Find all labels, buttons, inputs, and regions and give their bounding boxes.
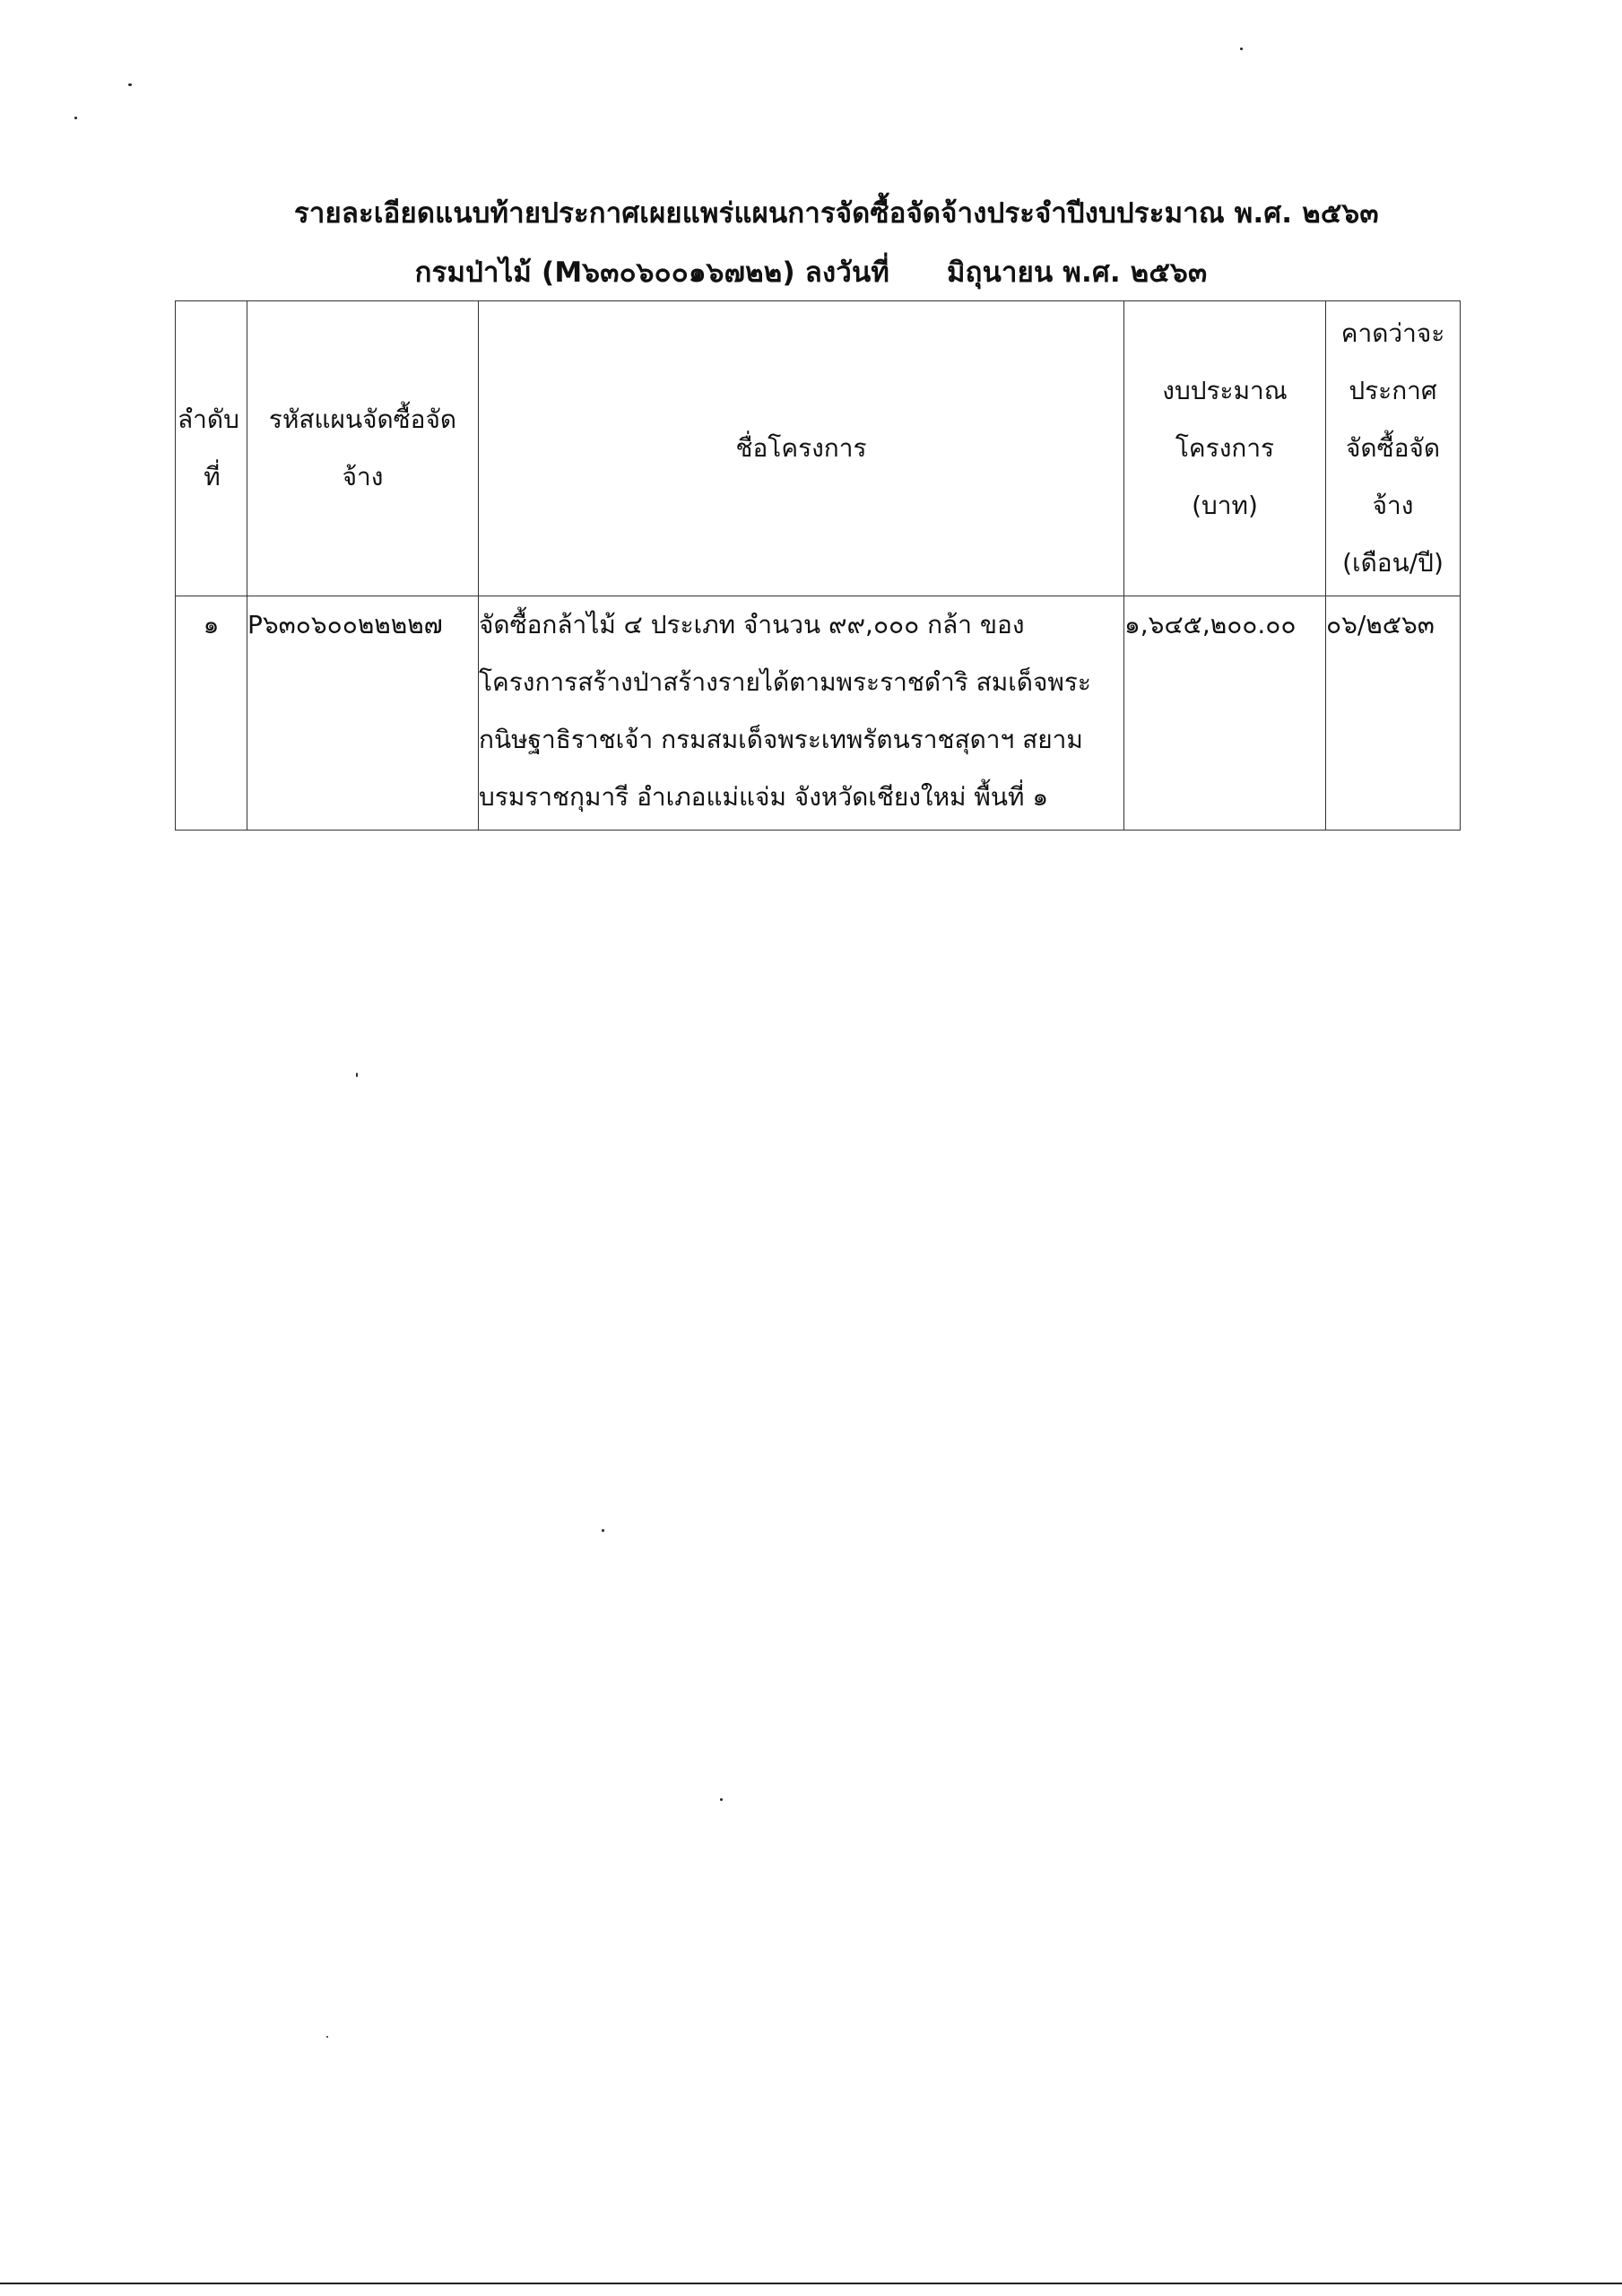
title-line-1: รายละเอียดแนบท้ายประกาศเผยแพร่แผนการจัดซื้อจัดจ้างประจำปีงบประมาณ พ.ศ. ๒๕๖๓ [294,197,1379,230]
document-title [97,190,1622,235]
scan-speck [720,1798,723,1801]
header-expected-announcement: คาดว่าจะ ประกาศ จัดซื้อจัด จ้าง (เดือน/ปี) [1326,301,1461,596]
month-year-label: มิถุนายน พ.ศ. ๒๕๖๓ [946,257,1208,289]
procurement-plan-table [175,300,1461,831]
agency-and-date-label: กรมป่าไม้ (M๖๓๐๖๐๐๑๖๗๒๒) ลงวันที่ [414,257,889,289]
header-order: ลำดับ ที่ [176,301,247,596]
header-row [176,301,1461,596]
row-budget: ๑,๖๔๕,๒๐๐.๐๐ [1124,596,1326,831]
scan-speck [356,1073,358,1077]
scan-speck [326,2036,328,2038]
table-body [176,596,1461,831]
row-plan-code: P๖๓๐๖๐๐๒๒๒๒๗ [247,596,479,831]
row-order: ๑ [176,596,247,831]
bottom-scan-edge [0,2283,1622,2284]
table-header [176,301,1461,596]
header-budget: งบประมาณ โครงการ (บาท) [1124,301,1326,596]
scan-speck [128,83,132,86]
document-subtitle [0,249,1622,294]
row-expected-month: ๐๖/๒๕๖๓ [1326,596,1461,831]
scan-speck [1240,48,1243,50]
header-project-name: ชื่อโครงการ [479,301,1124,596]
row-project-name: จัดซื้อกล้าไม้ ๔ ประเภท จำนวน ๙๙,๐๐๐ กล้า ของ โครงการสร้างป่าสร้างรายได้ตามพระราชดำริ สมเด็จพระ กนิษฐาธิราชเจ้า กรมสมเด็จพระเทพรัตนราชสุดาฯ สยาม บรมราชกุมารี อำเภอแม่แจ่ม จังหวัดเชียงใหม่ พื้นที่ ๑ [479,596,1124,831]
header-plan-code: รหัสแผนจัดซื้อจัด จ้าง [247,301,479,596]
scan-speck [602,1529,604,1532]
table-row [176,596,1461,831]
scan-speck [74,117,77,119]
